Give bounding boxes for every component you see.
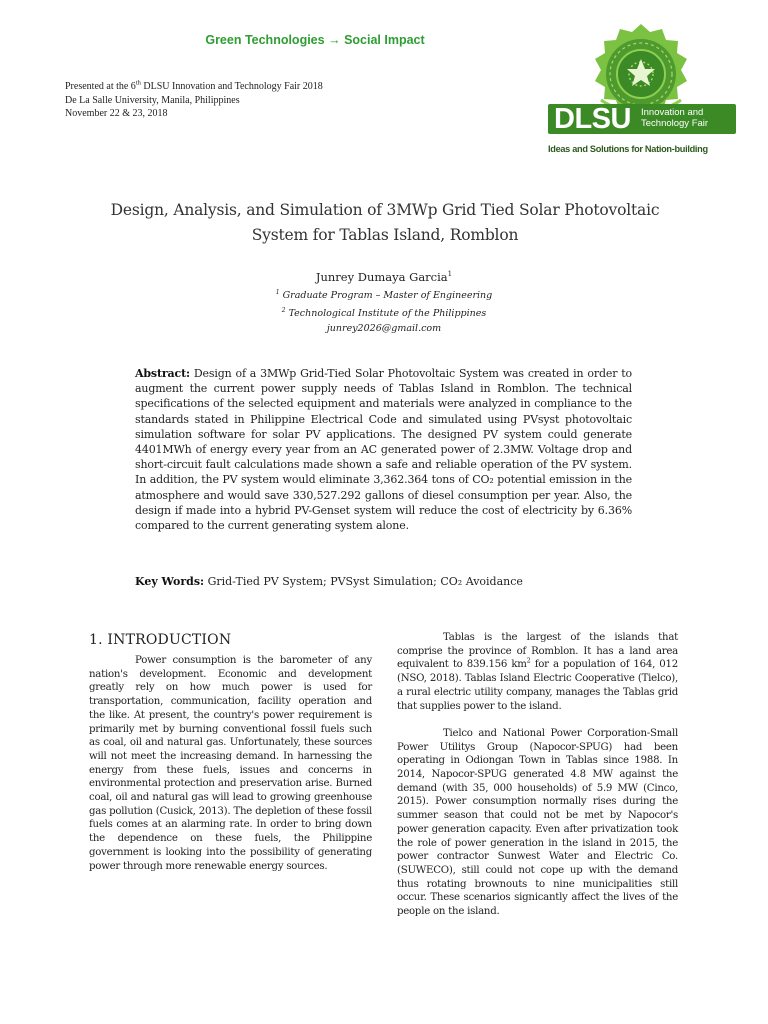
presented-post: DLSU Innovation and Technology Fair 2018 xyxy=(140,81,323,92)
presented-line xyxy=(65,80,485,94)
logo-tagline: Ideas and Solutions for Nation-building xyxy=(548,144,708,154)
intro-paragraph-1: Power consumption is the barometer of any nation's development. Economic and development greatly rely on how much power is used for transportation, communication, facility operation and the like. At present, the country's power requirement is primarily met by burning conventional fossil fuels such as coal, oil and natural gas. Unfortunately, these sources will not meet the increasing demand. In harnessing the energy from these fuels, issues and concerns in environmental protection and preservation arise. Burned coal, oil and natural gas will lead to growing greenhouse gas pollution (Cusick, 2013). The depletion of these fossil fuels comes at an alarming rate. In order to bring down the dependence on these fuels, the Philippine government is looking into the possibility of generating power through more renewable energy sources. xyxy=(89,655,372,872)
abstract xyxy=(135,366,632,533)
seal-emblem-icon xyxy=(542,24,738,164)
intro-paragraph-3: Tielco and National Power Corporation-Small Power Utilitys Group (Napocor-SPUG) had been operating in Odiongan Town in Tablas since 1988. In 2014, Napocor-SPUG generated 4.8 MW against the demand (with 35, 000 households) of 5.9 MW (Cinco, 2015). Power consumption normally rises during the summer season that could not be met by Napocor's power generation capacity. Even after privatization took the role of power generation in the island in 2015, the power contractor Sunwest Water and Electric Co. (SUWECO), still could not cope up with the demand thus rotating brownouts to nine municipalities still occur. These scenarios signicantly affect the lives of the people on the island. xyxy=(397,727,678,918)
logo-fair-line1: Innovation and xyxy=(641,107,704,118)
theme-prefix: Green Technologies xyxy=(205,33,325,47)
arrow-right-icon: → xyxy=(328,33,341,47)
author-name xyxy=(0,266,768,285)
paper-title xyxy=(60,198,710,248)
keywords-text: Grid-Tied PV System; PVSyst Simulation; CO₂ Avoidance xyxy=(204,575,523,588)
abstract-label: Abstract: xyxy=(135,367,190,380)
author-sup: 1 xyxy=(447,270,453,278)
title-line-2: System for Tablas Island, Romblon xyxy=(251,226,519,244)
abstract-text: Design of a 3MWp Grid-Tied Solar Photovoltaic System was created in order to augment the current power supply needs of Tablas Island in Romblon. The technical specifications of the selected equipment and materials were analyzed in compliance to the standards stated in Philippine Electrical Code and simulated using PVsyst photovoltaic simulation software for solar PV applications. The designed PV system could generate 4401MWh of energy every year from an AC generated power of 2.3MW. Voltage drop and short-circuit fault calculations made shown a safe and reliable operation of the PV system. In addition, the PV system would eliminate 3,362.364 tons of CO₂ potential emission in the atmosphere and would save 330,527.292 gallons of diesel consumption per year. Also, the design if made into a hybrid PV-Genset system will reduce the cost of electricity by 6.36% compared to the current generating system alone. xyxy=(135,367,632,533)
section-heading-introduction: 1. INTRODUCTION xyxy=(89,632,232,648)
affil1-sup: 1 xyxy=(275,288,280,296)
para2-part-b: for a population of 164, 012 (NSO, 2018). Tablas Island Electric Cooperative (Tielco), a rural electric utility company, manages the Tablas grid that supplies power to the island. xyxy=(397,659,678,712)
title-line-1: Design, Analysis, and Simulation of 3MWp Grid Tied Solar Photovoltaic xyxy=(110,201,660,219)
keywords xyxy=(135,574,632,589)
affil2-text: Technological Institute of the Philippines xyxy=(285,308,487,320)
affil2-sup: 2 xyxy=(281,306,286,314)
author-block xyxy=(0,266,768,336)
presented-sup: th xyxy=(135,79,141,87)
author-text: Junrey Dumaya Garcia xyxy=(315,269,448,284)
logo-name: DLSU xyxy=(554,103,631,135)
right-column xyxy=(397,631,678,919)
presentation-info xyxy=(65,80,485,121)
affiliation-1 xyxy=(0,285,768,303)
affiliation-2 xyxy=(0,303,768,321)
dlsu-logo xyxy=(542,24,738,164)
dates-line: November 22 & 23, 2018 xyxy=(65,108,168,119)
logo-fair-line2: Technology Fair xyxy=(641,118,709,129)
presented-pre: Presented at the 6 xyxy=(65,81,136,92)
para2-part-a: Tablas is the largest of the islands that comprise the province of Romblon. It has a land area equivalent to 839.156 km xyxy=(397,632,678,671)
venue-line: De La Salle University, Manila, Philippines xyxy=(65,94,240,106)
theme-suffix: Social Impact xyxy=(344,33,425,47)
left-column xyxy=(89,654,372,873)
keywords-label: Key Words: xyxy=(135,575,205,588)
intro-paragraph-2 xyxy=(397,631,678,713)
logo-fair-text xyxy=(641,107,736,129)
para2-sup: 2 xyxy=(526,657,531,666)
author-email: junrey2026@gmail.com xyxy=(326,323,442,335)
affil1-text: Graduate Program – Master of Engineering xyxy=(279,289,493,301)
conference-theme xyxy=(0,33,630,47)
